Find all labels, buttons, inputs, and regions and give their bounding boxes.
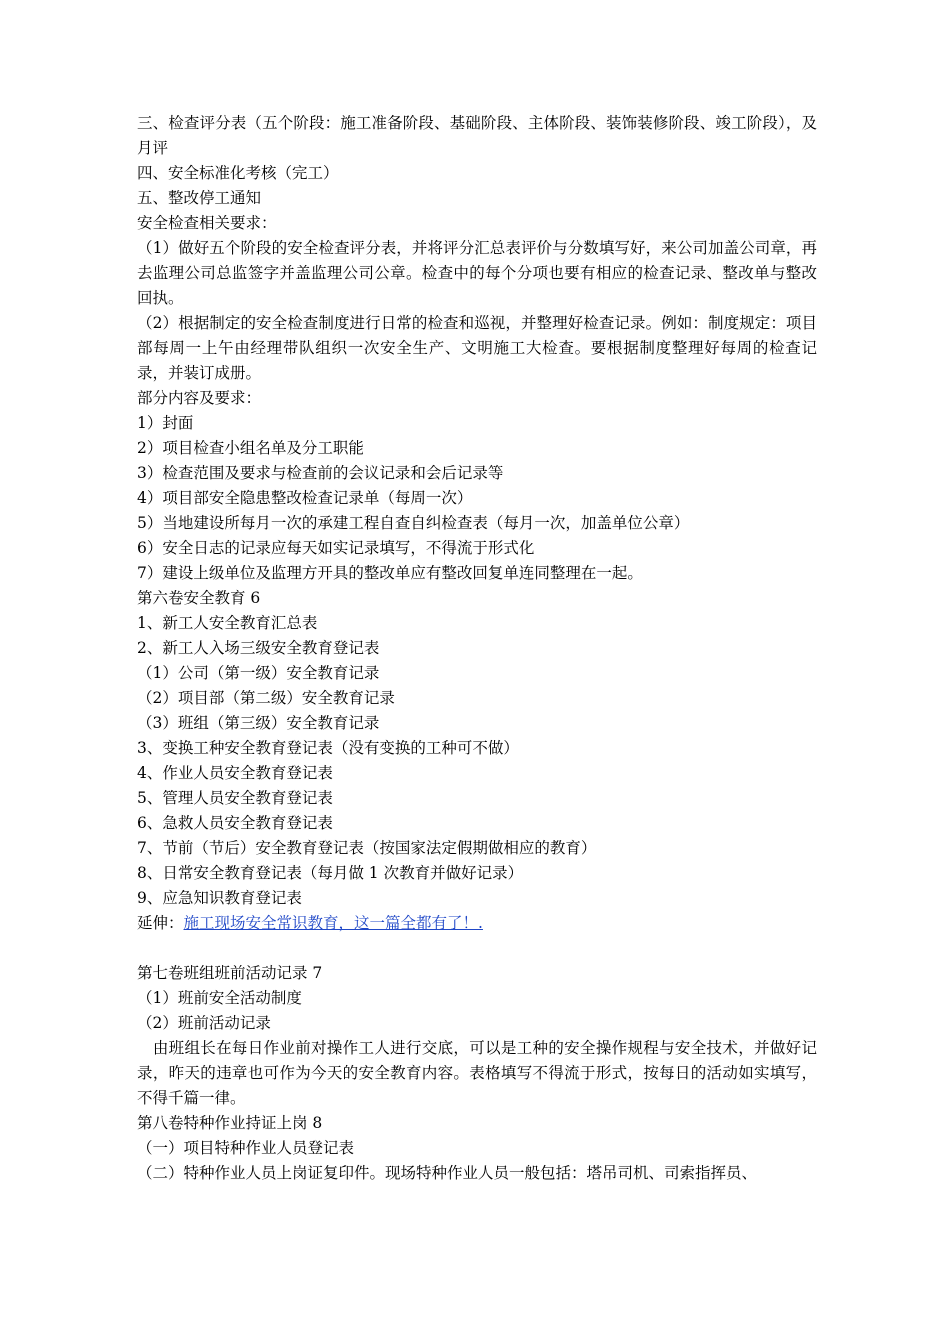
document-body [137,111,817,1186]
blank-line [137,936,817,961]
volume6-item: 4、作业人员安全教育登记表 [137,764,333,782]
partial-item: 1）封面 [137,414,194,432]
partial-item: 2）项目检查小组名单及分工职能 [137,439,364,457]
requirements-paragraph-2: （2）根据制定的安全检查制度进行日常的检查和巡视，并整理好检查记录。例如：制度规定：项目部每周一上午由经理带队组织一次安全生产、文明施工大检查。要根据制度整理好每周的检查记录，并装订成册。 [137,314,817,382]
volume6-item: （3）班组（第三级）安全教育记录 [137,714,380,732]
volume6-item: 2、新工人入场三级安全教育登记表 [137,639,380,657]
partial-item: 6）安全日志的记录应每天如实记录填写，不得流于形式化 [137,539,535,557]
extension-label: 延伸： [137,914,184,932]
partial-item: 5）当地建设所每月一次的承建工程自查自纠检查表（每月一次，加盖单位公章） [137,514,690,532]
volume8-item: （二）特种作业人员上岗证复印件。现场特种作业人员一般包括：塔吊司机、司索指挥员、 [137,1164,758,1182]
volume8-title: 第八卷特种作业持证上岗 8 [137,1114,323,1132]
section3-item-2: 四、安全标准化考核（完工） [137,164,339,182]
volume6-item: （2）项目部（第二级）安全教育记录 [137,689,395,707]
volume7-item: （1）班前安全活动制度 [137,989,302,1007]
volume8-item: （一）项目特种作业人员登记表 [137,1139,355,1157]
partial-item: 4）项目部安全隐患整改检查记录单（每周一次） [137,489,473,507]
volume7-paragraph: 由班组长在每日作业前对操作工人进行交底，可以是工种的安全操作规程与安全技术，并做好记录，昨天的违章也可作为今天的安全教育内容。表格填写不得流于形式，按每日的活动如实填写，不得千篇一律。 [137,1039,817,1107]
partial-item: 7）建设上级单位及监理方开具的整改单应有整改回复单连同整理在一起。 [137,564,643,582]
section3-item-3: 五、整改停工通知 [137,189,262,207]
volume6-item: 6、急救人员安全教育登记表 [137,814,333,832]
volume6-item: （1）公司（第一级）安全教育记录 [137,664,380,682]
volume6-title: 第六卷安全教育 6 [137,589,261,607]
partial-item: 3）检查范围及要求与检查前的会议记录和会后记录等 [137,464,504,482]
volume6-item: 1、新工人安全教育汇总表 [137,614,318,632]
partial-heading: 部分内容及要求： [137,389,262,407]
volume7-item: （2）班前活动记录 [137,1014,271,1032]
volume6-item: 7、节前（节后）安全教育登记表（按国家法定假期做相应的教育） [137,839,597,857]
volume6-item: 9、应急知识教育登记表 [137,889,302,907]
extension-line [137,911,817,936]
section3-item-1: 三、检查评分表（五个阶段：施工准备阶段、基础阶段、主体阶段、装饰装修阶段、竣工阶段），及月评 [137,114,817,157]
requirements-paragraph-1: （1）做好五个阶段的安全检查评分表，并将评分汇总表评价与分数填写好，来公司加盖公司章，再去监理公司总监签字并盖监理公司公章。检查中的每个分项也要有相应的检查记录、整改单与整改回执。 [137,239,817,307]
volume7-title: 第七卷班组班前活动记录 7 [137,964,323,982]
volume6-item: 5、管理人员安全教育登记表 [137,789,333,807]
volume6-item: 8、日常安全教育登记表（每月做 1 次教育并做好记录） [137,864,524,882]
volume6-item: 3、变换工种安全教育登记表（没有变换的工种可不做） [137,739,519,757]
extension-link[interactable]: 施工现场安全常识教育，这一篇全都有了！. [183,914,483,932]
requirements-heading: 安全检查相关要求： [137,214,277,232]
